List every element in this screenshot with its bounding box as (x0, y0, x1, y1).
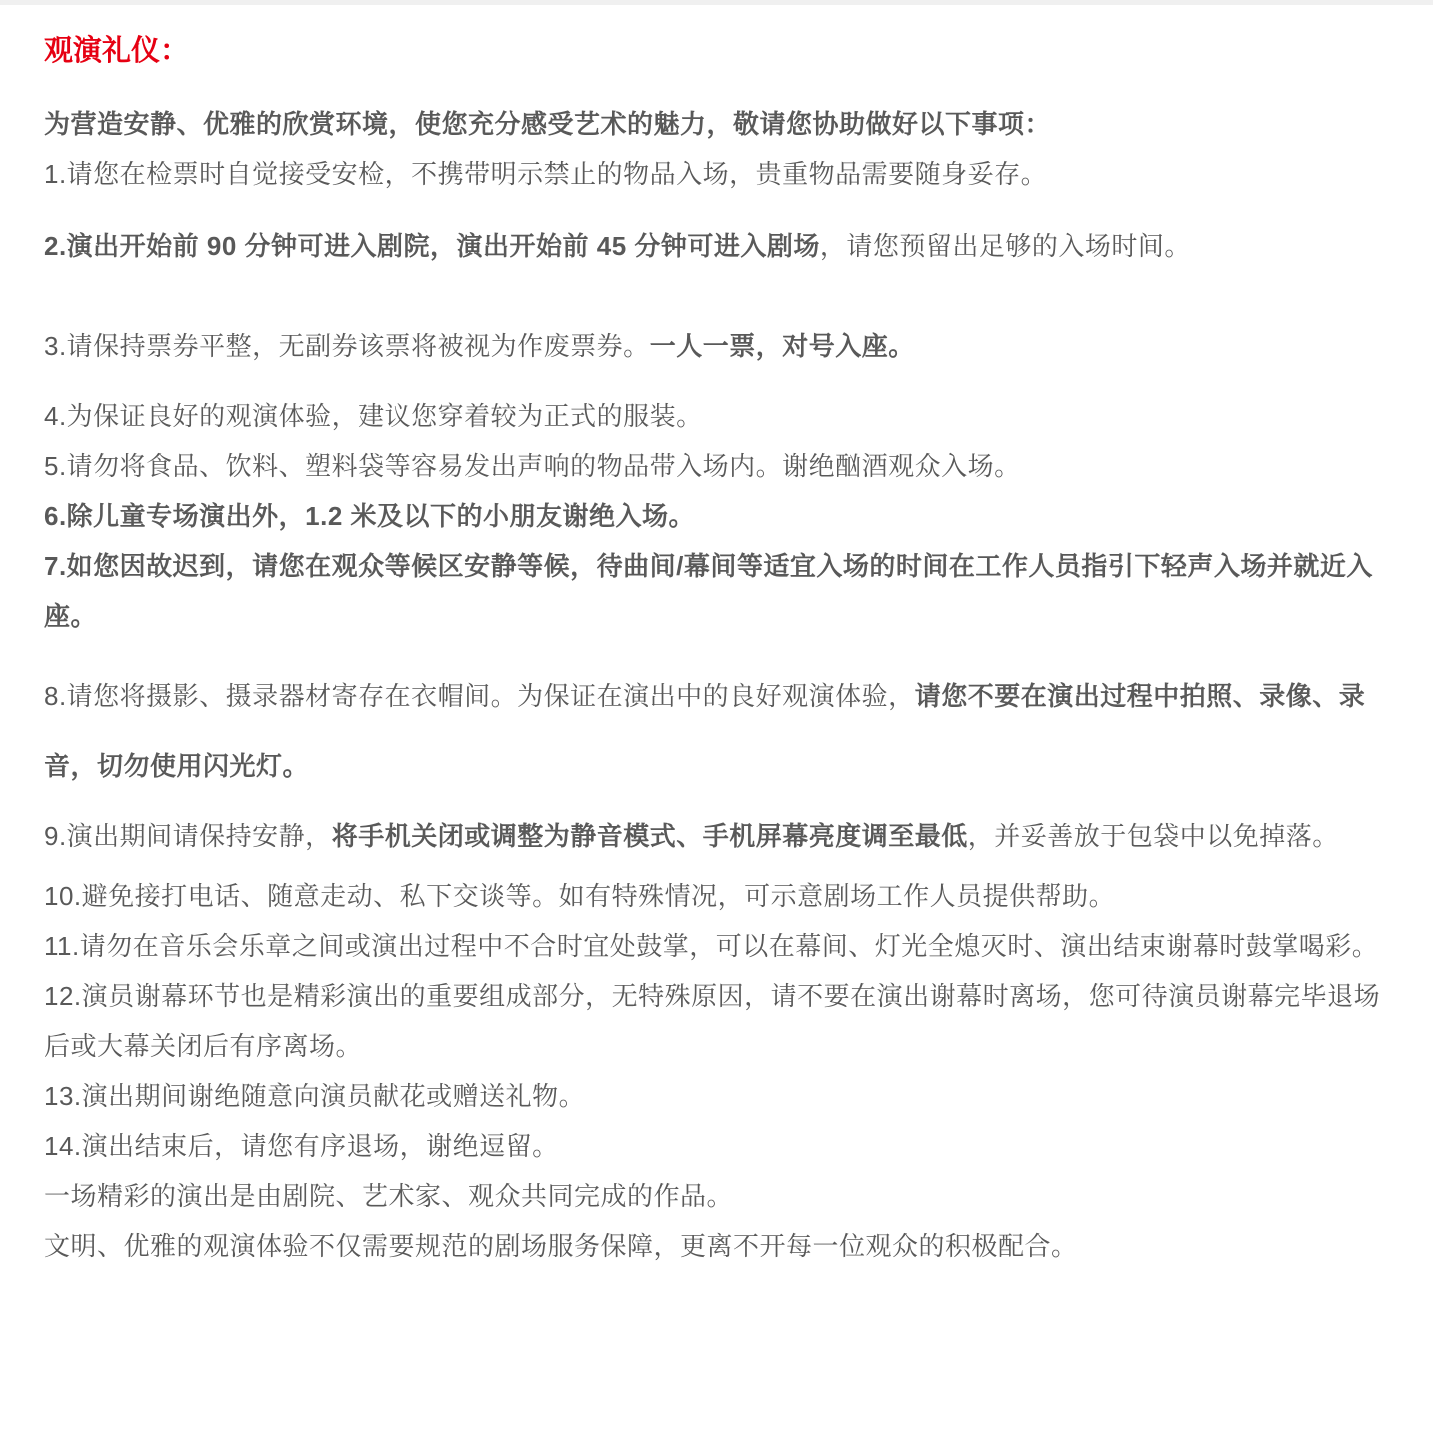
rule-13-text: 13.演出期间谢绝随意向演员献花或赠送礼物。 (44, 1081, 586, 1111)
rule-14 (44, 1121, 1397, 1171)
etiquette-paragraphs (44, 99, 1397, 1271)
closing-line-1-text: 一场精彩的演出是由剧院、艺术家、观众共同完成的作品。 (44, 1181, 734, 1211)
intro-line (44, 99, 1397, 149)
rule-9-text: ，并妥善放于包袋中以免掉落。 (967, 821, 1339, 851)
rule-1-text: 1.请您在检票时自觉接受安检，不携带明示禁止的物品入场，贵重物品需要随身妥存。 (44, 159, 1048, 189)
rule-4 (44, 391, 1397, 441)
rule-9 (44, 801, 1397, 871)
rule-3-text: 3.请保持票券平整，无副券该票将被视为作废票券。 (44, 331, 650, 361)
rule-1 (44, 149, 1397, 199)
rule-5-text: 5.请勿将食品、饮料、塑料袋等容易发出声响的物品带入场内。谢绝酗酒观众入场。 (44, 451, 1021, 481)
etiquette-document (0, 5, 1433, 1301)
rule-7 (44, 541, 1397, 641)
rule-11 (44, 921, 1397, 971)
rule-8 (44, 661, 1397, 801)
rule-9-bold-text: 将手机关闭或调整为静音模式、手机屏幕亮度调至最低 (331, 821, 968, 851)
closing-line-2 (44, 1221, 1397, 1271)
rule-10-text: 10.避免接打电话、随意走动、私下交谈等。如有特殊情况，可示意剧场工作人员提供帮助。 (44, 881, 1116, 911)
rule-10 (44, 871, 1397, 921)
page-title: 观演礼仪： (44, 35, 190, 67)
closing-line-1 (44, 1171, 1397, 1221)
rule-2 (44, 221, 1397, 271)
intro-line-bold-text: 为营造安静、优雅的欣赏环境，使您充分感受艺术的魅力，敬请您协助做好以下事项： (44, 109, 1052, 139)
rule-13 (44, 1071, 1397, 1121)
rule-12 (44, 971, 1397, 1071)
rule-6-bold-text: 6.除儿童专场演出外，1.2 米及以下的小朋友谢绝入场。 (44, 501, 696, 531)
rule-14-text: 14.演出结束后，请您有序退场，谢绝逗留。 (44, 1131, 559, 1161)
rule-6 (44, 491, 1397, 541)
rule-3 (44, 321, 1397, 371)
closing-line-2-text: 文明、优雅的观演体验不仅需要规范的剧场服务保障，更离不开每一位观众的积极配合。 (44, 1231, 1078, 1261)
rule-9-text: 9.演出期间请保持安静， (44, 821, 332, 851)
rule-12-text: 12.演员谢幕环节也是精彩演出的重要组成部分，无特殊原因，请不要在演出谢幕时离场，您可待演员谢幕完毕退场后或大幕关闭后有序离场。 (44, 981, 1381, 1061)
rule-8-bold-text: 请您不要在演出过程中拍照、录像、录音，切勿使用闪光灯。 (44, 681, 1366, 781)
rule-11-text: 11.请勿在音乐会乐章之间或演出过程中不合时宜处鼓掌，可以在幕间、灯光全熄灭时、演出结束谢幕时鼓掌喝彩。 (44, 931, 1379, 961)
rule-7-bold-text: 7.如您因故迟到，请您在观众等候区安静等候，待曲间/幕间等适宜入场的时间在工作人员指引下轻声入场并就近入座。 (44, 551, 1373, 631)
rule-8-text: 8.请您将摄影、摄录器材寄存在衣帽间。为保证在演出中的良好观演体验， (44, 681, 915, 711)
rule-2-bold-text: 2.演出开始前 90 分钟可进入剧院，演出开始前 45 分钟可进入剧场 (44, 231, 820, 261)
rule-4-text: 4.为保证良好的观演体验，建议您穿着较为正式的服装。 (44, 401, 703, 431)
rule-3-bold-text: 一人一票，对号入座。 (649, 331, 915, 361)
rule-2-text: ，请您预留出足够的入场时间。 (819, 231, 1191, 261)
rule-5 (44, 441, 1397, 491)
